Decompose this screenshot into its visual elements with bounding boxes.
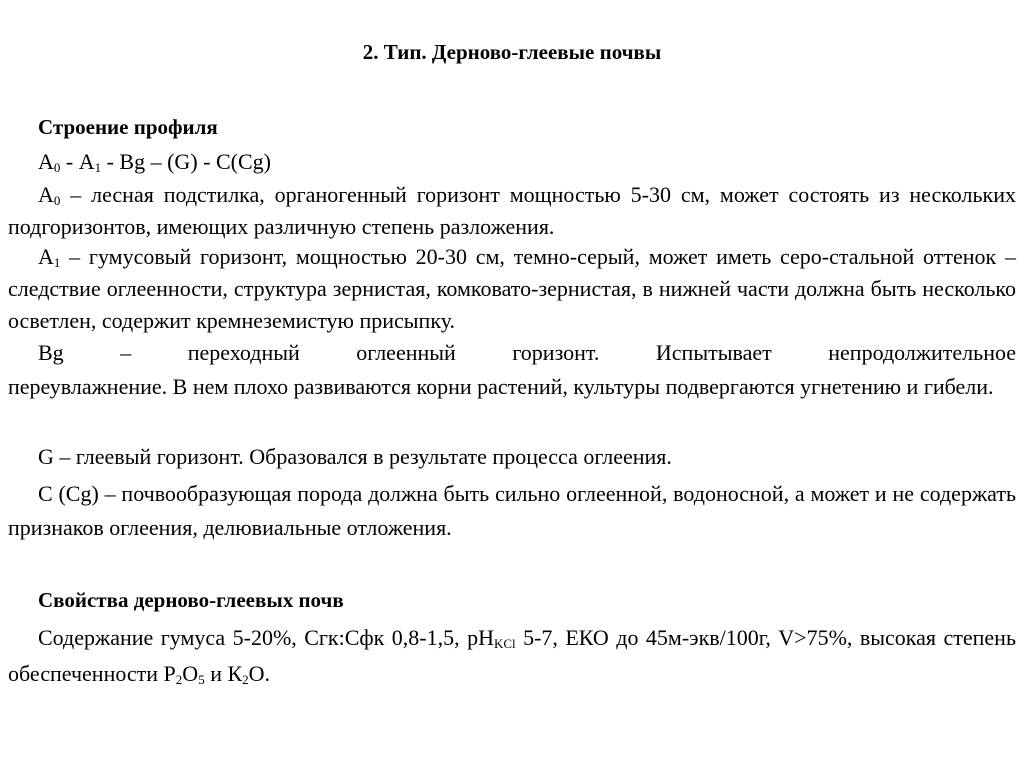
paragraph-bg-line2: переувлажнение. В нем плохо развиваются корни растений, культуры подвергаются угнетению и гибели.: [8, 374, 994, 399]
profile-formula: $А_0 - А_1$ - Bg – (G) - C(Cg): [38, 149, 271, 175]
paragraph-a0: $А_0$ – лесная подстилка, органогенный горизонт мощностью 5-30 см, может состоять из нескольких подгоризонтов, имеющих различную степень разложения.: [8, 182, 1016, 239]
paragraph-a1: $А_1$ – гумусовый горизонт, мощностью 20-30 см, темно-серый, может иметь серо-стальной оттенок – следствие оглеенности, структура зернистая, комковато-зернистая, в нижней части должна быть несколько осветлен, содержит кремнеземистую присыпку.: [8, 244, 1016, 333]
document-page: [8, 0, 1016, 767]
page-title: 2. Тип. Дерново-глеевые почвы: [362, 40, 662, 64]
section-heading-profile: Строение профиля: [38, 115, 218, 139]
paragraph-c: С (Cg) – почвообразующая порода должна быть сильно оглеенной, водоносной, а может и не содержать признаков оглеения, делювиальные отложения.: [8, 481, 1016, 540]
paragraph-properties: Содержание гумуса 5-20%, Сгк:Сфк 0,8-1,5, $рН_{KCl}$ 5-7, ЕКО до 45м-экв/100г, V>75%, высокая степень обеспеченности $Р_2О_5$ и $К_2О$.: [8, 625, 1016, 687]
paragraph-bg-line1: Bg – переходный оглеенный горизонт. Испытывает непродолжительное: [38, 340, 1016, 365]
paragraph-g: G – глеевый горизонт. Образовался в результате процесса оглеения.: [38, 444, 672, 469]
section-heading-properties: Свойства дерново-глеевых почв: [38, 588, 344, 612]
